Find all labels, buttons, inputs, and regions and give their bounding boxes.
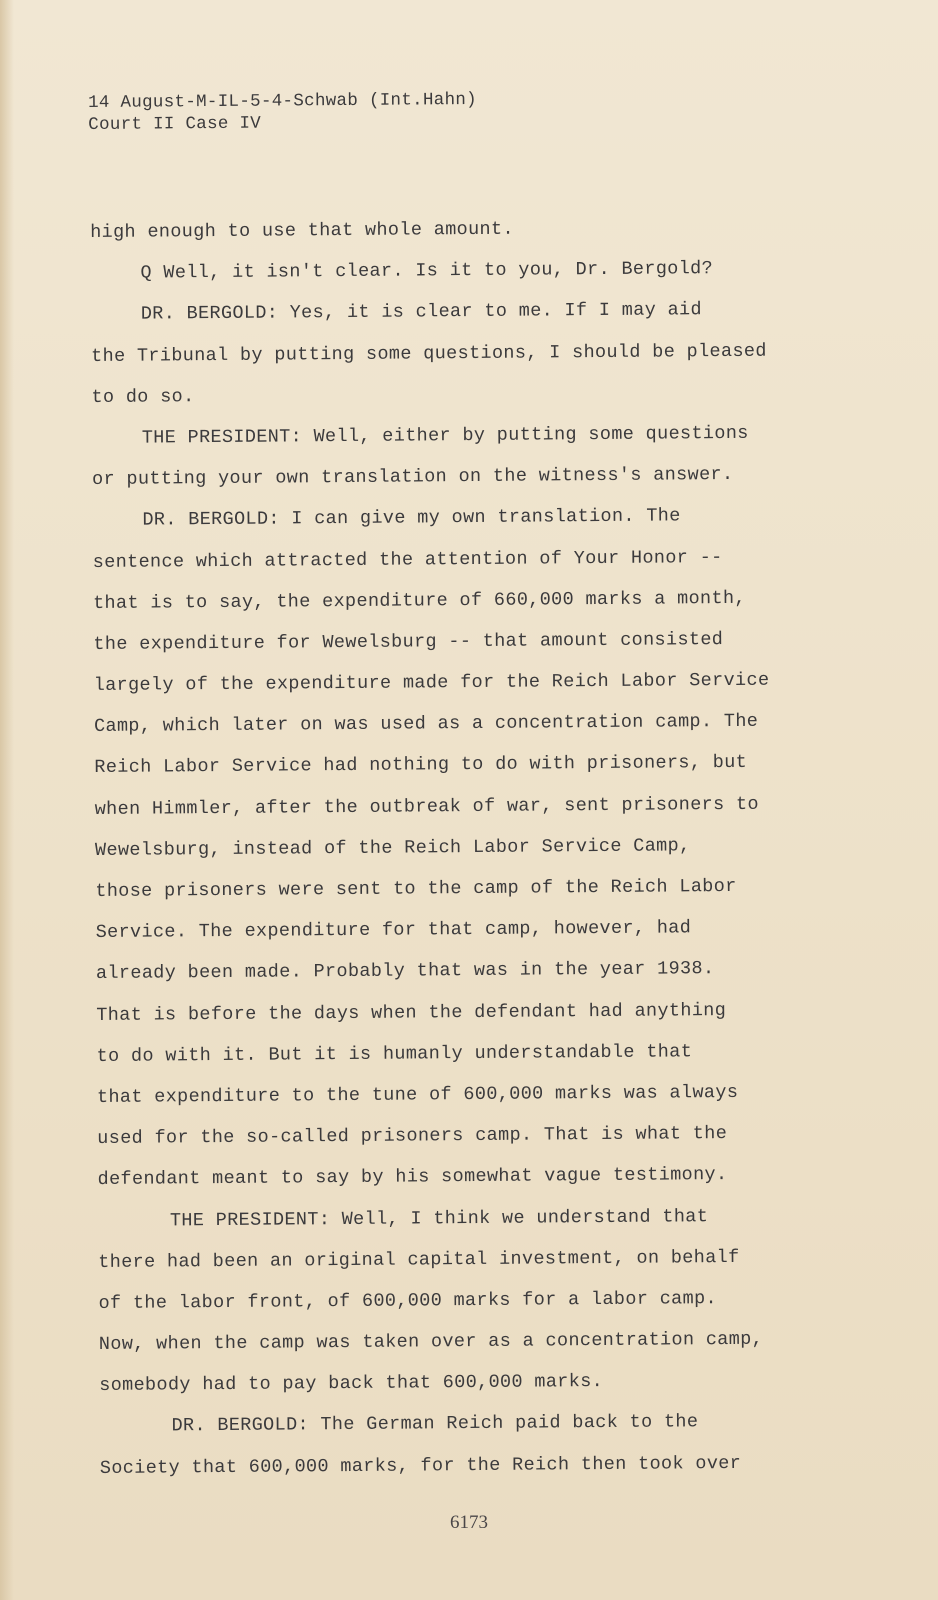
transcript-line: Wewelsburg, instead of the Reich Labor Service Camp,	[94, 835, 691, 861]
transcript-line: Camp, which later on was used as a concentration camp. The	[93, 711, 759, 738]
header-reference: 14 August-M-IL-5-4-Schwab (Int.Hahn)	[88, 89, 478, 113]
page-number: 6173	[450, 1512, 488, 1533]
transcript-line: that expenditure to the tune of 600,000 marks was always	[96, 1081, 739, 1108]
transcript-line: the expenditure for Wewelsburg -- that amount consisted	[93, 628, 724, 655]
transcript-line: DR. BERGOLD: Yes, it is clear to me. If I may aid	[140, 299, 703, 325]
transcript-line: high enough to use that whole amount.	[90, 218, 514, 243]
transcript-line: to do with it. But it is humanly understandable that	[96, 1041, 693, 1067]
transcript-line: the Tribunal by putting some questions, I should be pleased	[91, 340, 767, 367]
transcript-line: or putting your own translation on the witness's answer.	[92, 464, 734, 491]
header-court-case: Court II Case IV	[88, 113, 262, 135]
transcript-line: Service. The expenditure for that camp, however, had	[95, 917, 692, 944]
document-header	[88, 89, 477, 136]
transcript-line: Q Well, it isn't clear. Is it to you, Dr. Bergold?	[140, 258, 714, 284]
transcript-line: that is to say, the expenditure of 660,000 marks a month,	[92, 587, 746, 614]
transcript-line: That is before the days when the defendant had anything	[96, 999, 727, 1026]
transcript-line: already been made. Probably that was in the year 1938.	[95, 958, 715, 985]
transcript-line: Reich Labor Service had nothing to do with prisoners, but	[94, 752, 748, 779]
transcript-line: THE PRESIDENT: Well, either by putting some questions	[141, 422, 749, 449]
transcript-line: THE PRESIDENT: Well, I think we understand that	[169, 1205, 709, 1231]
transcript-line: DR. BERGOLD: The German Reich paid back to the	[171, 1411, 699, 1437]
transcript-line: used for the so-called prisoners camp. That is what the	[97, 1123, 728, 1150]
transcript-line: to do so.	[91, 385, 195, 408]
transcript-line: there had been an original capital investment, on behalf	[98, 1246, 740, 1273]
transcript-line: DR. BERGOLD: I can give my own translation. The	[142, 505, 681, 531]
transcript-line: Now, when the camp was taken over as a concentration camp,	[98, 1328, 764, 1356]
transcript-line: defendant meant to say by his somewhat vague testimony.	[97, 1164, 728, 1191]
transcript-line: somebody had to pay back that 600,000 marks.	[99, 1371, 604, 1397]
page-edge	[0, 0, 14, 1600]
transcript-line: largely of the expenditure made for the Reich Labor Service	[93, 669, 770, 697]
transcript-body	[90, 206, 830, 1489]
transcript-line: of the labor front, of 600,000 marks for a labor camp.	[98, 1287, 718, 1314]
transcript-line: those prisoners were sent to the camp of the Reich Labor	[95, 875, 737, 902]
transcript-line: Society that 600,000 marks, for the Reich then took over	[99, 1452, 742, 1479]
transcript-line: when Himmler, after the outbreak of war, sent prisoners to	[94, 793, 759, 820]
transcript-line: sentence which attracted the attention of Your Honor --	[92, 546, 723, 573]
